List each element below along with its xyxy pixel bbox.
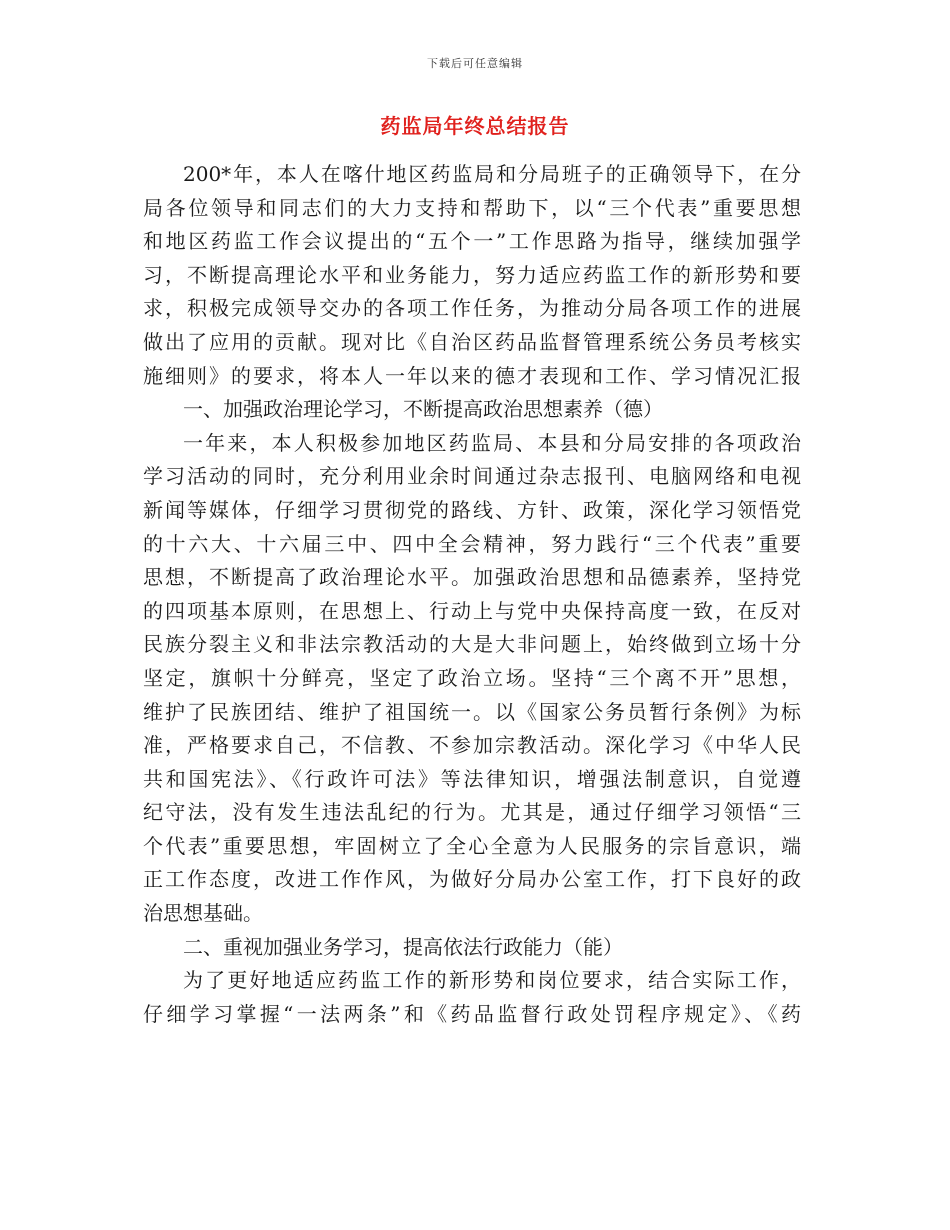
text-line: 学习活动的同时，充分利用业余时间通过杂志报刊、电脑网络和电视 xyxy=(143,464,801,489)
text-line: 共和国宪法》、《行政许可法》等法律知识，增强法制意识，自觉遵 xyxy=(143,766,801,791)
text-line: 民族分裂主义和非法宗教活动的大是大非问题上，始终做到立场十分 xyxy=(143,632,801,657)
text-line: 坚定，旗帜十分鲜亮，坚定了政治立场。坚持“三个离不开”思想， xyxy=(143,665,801,690)
text-line: 一年来，本人积极参加地区药监局、本县和分局安排的各项政治 xyxy=(183,430,801,455)
text-line: 求，积极完成领导交办的各项工作任务，为推动分局各项工作的进展 xyxy=(143,296,801,321)
text-line: 纪守法，没有发生违法乱纪的行为。尤其是，通过仔细学习领悟“三 xyxy=(143,800,801,825)
document-title: 药监局年终总结报告 xyxy=(380,114,570,138)
text-line: 个代表”重要思想，牢固树立了全心全意为人民服务的宗旨意识，端 xyxy=(143,833,801,858)
text-line: 准，严格要求自己，不信教、不参加宗教活动。深化学习《中华人民 xyxy=(143,733,801,758)
text-line: 局各位领导和同志们的大力支持和帮助下，以“三个代表”重要思想 xyxy=(143,195,801,220)
text-line: 习，不断提高理论水平和业务能力，努力适应药监工作的新形势和要 xyxy=(143,262,801,287)
text-line: 和地区药监工作会议提出的“五个一”工作思路为指导，继续加强学 xyxy=(143,229,801,254)
page-header-note: 下载后可任意编辑 xyxy=(427,57,523,70)
text-line: 做出了应用的贡献。现对比《自治区药品监督管理系统公务员考核实 xyxy=(143,329,801,354)
text-line: 维护了民族团结、维护了祖国统一。以《国家公务员暂行条例》为标 xyxy=(143,699,801,724)
text-line: 新闻等媒体，仔细学习贯彻党的路线、方针、政策，深化学习领悟党 xyxy=(143,497,801,522)
text-line: 一、加强政治理论学习，不断提高政治思想素养（德） xyxy=(183,397,663,422)
text-line: 为了更好地适应药监工作的新形势和岗位要求，结合实际工作， xyxy=(183,968,801,993)
document-body xyxy=(143,158,801,1031)
text-line: 的十六大、十六届三中、四中全会精神，努力践行“三个代表”重要 xyxy=(143,531,801,556)
text-line: 思想，不断提高了政治理论水平。加强政治思想和品德素养，坚持党 xyxy=(143,565,801,590)
text-line: 施细则》的要求，将本人一年以来的德才表现和工作、学习情况汇报 xyxy=(143,363,801,388)
text-line: 正工作态度，改进工作作风，为做好分局办公室工作，打下良好的政 xyxy=(143,867,801,892)
text-line: 治思想基础。 xyxy=(143,901,263,926)
text-line: 200*年，本人在喀什地区药监局和分局班子的正确领导下，在分 xyxy=(183,162,801,186)
text-line: 二、重视加强业务学习，提高依法行政能力（能） xyxy=(183,934,623,959)
text-line: 仔细学习掌握“一法两条”和《药品监督行政处罚程序规定》、《药 xyxy=(143,1001,801,1026)
text-line: 的四项基本原则，在思想上、行动上与党中央保持高度一致，在反对 xyxy=(143,598,801,623)
